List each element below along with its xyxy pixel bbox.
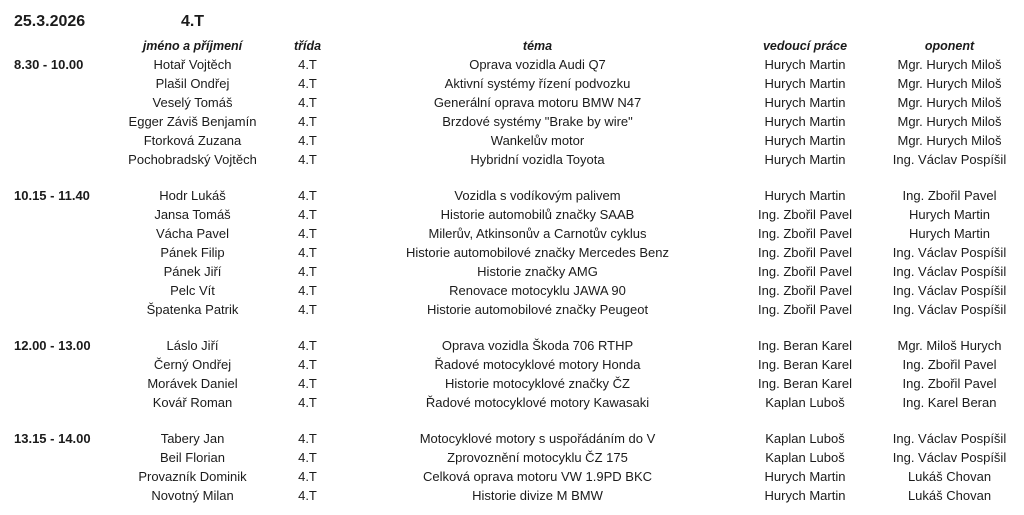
table-row: [0, 262, 1024, 281]
supervisor-cell: Hurych Martin: [764, 57, 846, 72]
table-row: [0, 112, 1024, 131]
opponent-cell: Ing. Karel Beran: [902, 395, 997, 410]
supervisor-cell: Hurych Martin: [764, 133, 846, 148]
opponent-cell: Ing. Václav Pospíšil: [892, 302, 1007, 317]
topic-cell: Řadové motocyklové motory Kawasaki: [425, 395, 650, 410]
class-title: 4.T: [180, 13, 205, 30]
table-row: [0, 300, 1024, 319]
class-cell: 4.T: [298, 95, 317, 110]
student-name: Provazník Dominik: [138, 469, 247, 484]
student-name: Vácha Pavel: [156, 226, 229, 241]
supervisor-cell: Hurych Martin: [764, 188, 846, 203]
class-cell: 4.T: [298, 395, 317, 410]
supervisor-cell: Ing. Zbořil Pavel: [758, 283, 852, 298]
table-row: [0, 448, 1024, 467]
topic-cell: Renovace motocyklu JAWA 90: [449, 283, 626, 298]
topic-cell: Oprava vozidla Audi Q7: [469, 57, 606, 72]
table-row: [0, 55, 1024, 74]
table-row: [0, 186, 1024, 205]
column-header-opponent: oponent: [924, 38, 975, 53]
supervisor-cell: Ing. Beran Karel: [758, 357, 852, 372]
table-row: [0, 131, 1024, 150]
supervisor-cell: Hurych Martin: [764, 152, 846, 167]
supervisor-cell: Kaplan Luboš: [765, 431, 845, 446]
class-cell: 4.T: [298, 264, 317, 279]
supervisor-cell: Hurych Martin: [764, 469, 846, 484]
opponent-cell: Mgr. Hurych Miloš: [897, 57, 1002, 72]
topic-cell: Historie automobilů značky SAAB: [440, 207, 635, 222]
time-slot: 8.30 - 10.00: [14, 57, 84, 72]
supervisor-cell: Ing. Zbořil Pavel: [758, 207, 852, 222]
opponent-cell: Hurych Martin: [909, 207, 990, 222]
class-cell: 4.T: [298, 283, 317, 298]
time-slot: 10.15 - 11.40: [14, 188, 90, 203]
opponent-cell: Lukáš Chovan: [907, 469, 992, 484]
supervisor-cell: Hurych Martin: [764, 488, 846, 503]
topic-cell: Vozidla s vodíkovým palivem: [454, 188, 621, 203]
opponent-cell: Lukáš Chovan: [907, 488, 992, 503]
opponent-cell: Ing. Václav Pospíšil: [892, 431, 1007, 446]
table-row: [0, 355, 1024, 374]
schedule-date: 25.3.2026: [14, 13, 86, 30]
table-row: [0, 429, 1024, 448]
supervisor-cell: Ing. Zbořil Pavel: [758, 245, 852, 260]
class-cell: 4.T: [298, 152, 317, 167]
topic-cell: Oprava vozidla Škoda 706 RTHP: [441, 338, 634, 353]
class-cell: 4.T: [298, 188, 317, 203]
student-name: Veselý Tomáš: [152, 95, 233, 110]
table-row: [0, 281, 1024, 300]
supervisor-cell: Kaplan Luboš: [765, 450, 845, 465]
topic-cell: Motocyklové motory s uspořádáním do V: [419, 431, 656, 446]
opponent-cell: Mgr. Hurych Miloš: [897, 114, 1002, 129]
supervisor-cell: Hurych Martin: [764, 76, 846, 91]
class-cell: 4.T: [298, 376, 317, 391]
opponent-cell: Mgr. Miloš Hurych: [897, 338, 1002, 353]
table-row: [0, 486, 1024, 505]
class-cell: 4.T: [298, 357, 317, 372]
class-cell: 4.T: [298, 302, 317, 317]
student-name: Špatenka Patrik: [146, 302, 239, 317]
supervisor-cell: Ing. Zbořil Pavel: [758, 302, 852, 317]
supervisor-cell: Ing. Zbořil Pavel: [758, 264, 852, 279]
student-name: Beil Florian: [159, 450, 226, 465]
opponent-cell: Mgr. Hurych Miloš: [897, 133, 1002, 148]
title-row: [0, 8, 1024, 36]
class-cell: 4.T: [298, 469, 317, 484]
column-header-row: [0, 36, 1024, 55]
student-name: Tabery Jan: [160, 431, 225, 446]
supervisor-cell: Ing. Beran Karel: [758, 338, 852, 353]
schedule-body: [0, 55, 1024, 505]
topic-cell: Wankelův motor: [490, 133, 585, 148]
class-cell: 4.T: [298, 57, 317, 72]
opponent-cell: Ing. Václav Pospíšil: [892, 152, 1007, 167]
opponent-cell: Mgr. Hurych Miloš: [897, 95, 1002, 110]
topic-cell: Zprovoznění motocyklu ČZ 175: [447, 450, 628, 465]
table-row: [0, 336, 1024, 355]
class-cell: 4.T: [298, 76, 317, 91]
topic-cell: Historie značky AMG: [477, 264, 598, 279]
table-row: [0, 150, 1024, 169]
topic-cell: Řadové motocyklové motory Honda: [434, 357, 641, 372]
class-cell: 4.T: [298, 133, 317, 148]
topic-cell: Generální oprava motoru BMW N47: [433, 95, 642, 110]
topic-cell: Historie automobilové značky Peugeot: [426, 302, 649, 317]
opponent-cell: Ing. Václav Pospíšil: [892, 245, 1007, 260]
topic-cell: Historie divize M BMW: [472, 488, 603, 503]
student-name: Pánek Filip: [160, 245, 225, 260]
table-row: [0, 74, 1024, 93]
class-cell: 4.T: [298, 338, 317, 353]
supervisor-cell: Ing. Zbořil Pavel: [758, 226, 852, 241]
topic-cell: Celková oprava motoru VW 1.9PD BKC: [422, 469, 653, 484]
opponent-cell: Ing. Zbořil Pavel: [902, 357, 997, 372]
student-name: Novotný Milan: [151, 488, 234, 503]
student-name: Plašil Ondřej: [155, 76, 230, 91]
class-cell: 4.T: [298, 450, 317, 465]
class-cell: 4.T: [298, 226, 317, 241]
opponent-cell: Ing. Václav Pospíšil: [892, 264, 1007, 279]
topic-cell: Brzdové systémy "Brake by wire": [442, 114, 633, 129]
student-name: Ftorková Zuzana: [143, 133, 242, 148]
student-name: Hodr Lukáš: [159, 188, 226, 203]
time-slot: 13.15 - 14.00: [14, 431, 91, 446]
table-row: [0, 393, 1024, 412]
opponent-cell: Ing. Zbořil Pavel: [902, 376, 997, 391]
column-header-topic: téma: [522, 38, 553, 53]
student-name: Pelc Vít: [170, 283, 215, 298]
student-name: Jansa Tomáš: [154, 207, 231, 222]
topic-cell: Aktivní systémy řízení podvozku: [444, 76, 631, 91]
opponent-cell: Hurych Martin: [909, 226, 990, 241]
column-header-name: jméno a příjmení: [142, 38, 243, 53]
student-name: Láslo Jiří: [166, 338, 219, 353]
topic-cell: Historie motocyklové značky ČZ: [445, 376, 630, 391]
class-cell: 4.T: [298, 245, 317, 260]
table-row: [0, 93, 1024, 112]
table-row: [0, 224, 1024, 243]
opponent-cell: Ing. Zbořil Pavel: [902, 188, 997, 203]
opponent-cell: Ing. Václav Pospíšil: [892, 450, 1007, 465]
column-header-supervisor: vedoucí práce: [762, 38, 848, 53]
student-name: Pánek Jiří: [163, 264, 222, 279]
opponent-cell: Mgr. Hurych Miloš: [897, 76, 1002, 91]
class-cell: 4.T: [298, 488, 317, 503]
table-row: [0, 374, 1024, 393]
opponent-cell: Ing. Václav Pospíšil: [892, 283, 1007, 298]
student-name: Pochobradský Vojtěch: [128, 152, 257, 167]
student-name: Morávek Daniel: [147, 376, 238, 391]
student-name: Černý Ondřej: [153, 357, 232, 372]
supervisor-cell: Kaplan Luboš: [765, 395, 845, 410]
student-name: Hotař Vojtěch: [153, 57, 232, 72]
student-name: Kovář Roman: [152, 395, 233, 410]
table-row: [0, 243, 1024, 262]
class-cell: 4.T: [298, 207, 317, 222]
topic-cell: Historie automobilové značky Mercedes Benz: [405, 245, 669, 260]
supervisor-cell: Ing. Beran Karel: [758, 376, 852, 391]
column-header-class: třída: [293, 38, 322, 53]
topic-cell: Milerův, Atkinsonův a Carnotův cyklus: [428, 226, 647, 241]
table-row: [0, 467, 1024, 486]
student-name: Egger Záviš Benjamín: [128, 114, 257, 129]
supervisor-cell: Hurych Martin: [764, 114, 846, 129]
class-cell: 4.T: [298, 431, 317, 446]
topic-cell: Hybridní vozidla Toyota: [470, 152, 605, 167]
time-slot: 12.00 - 13.00: [14, 338, 91, 353]
table-row: [0, 205, 1024, 224]
class-cell: 4.T: [298, 114, 317, 129]
supervisor-cell: Hurych Martin: [764, 95, 846, 110]
